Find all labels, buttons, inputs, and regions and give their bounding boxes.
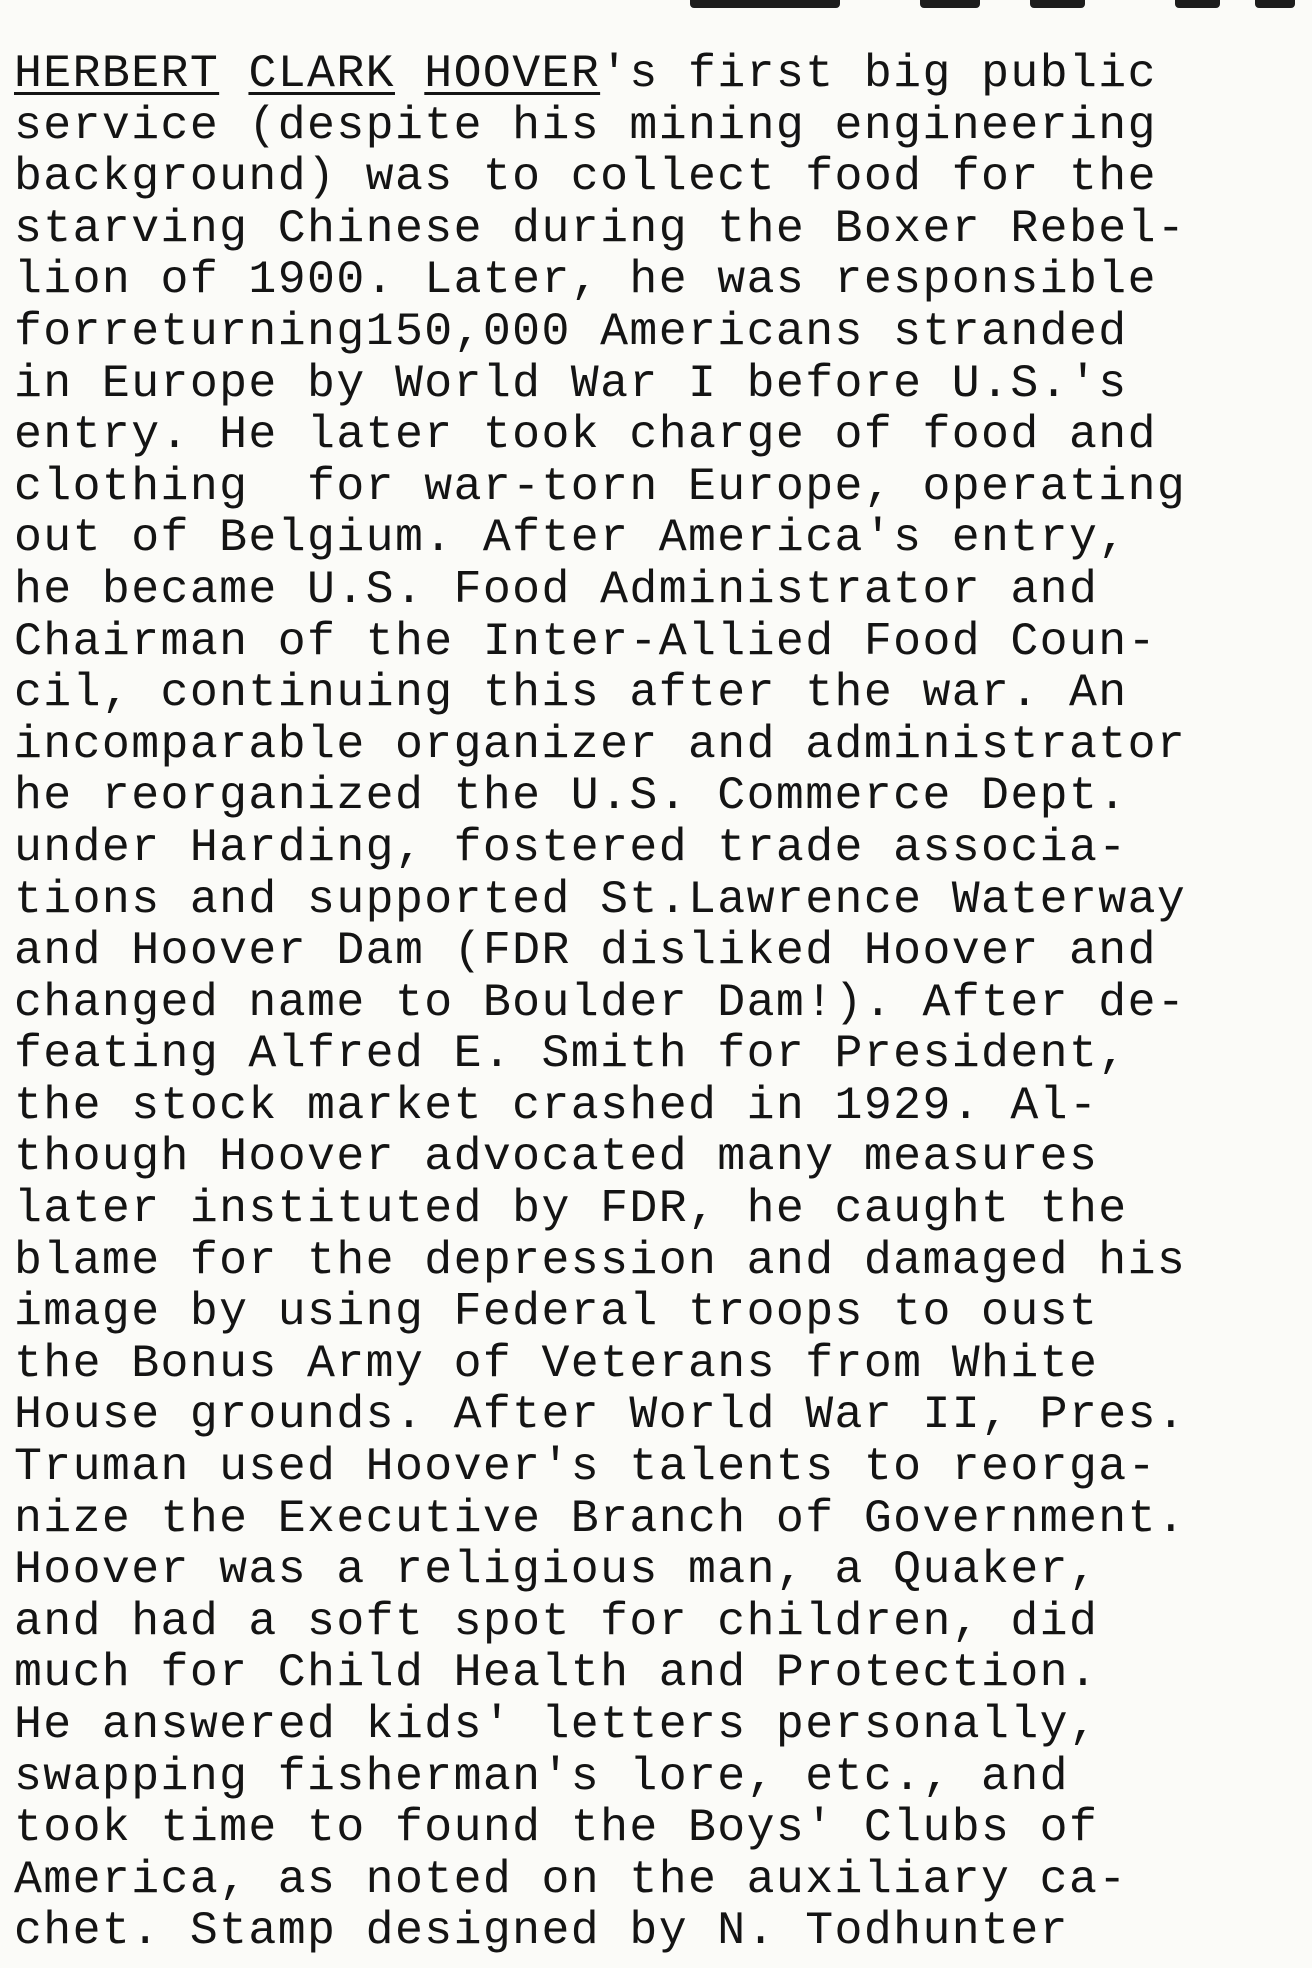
text-line: and had a soft spot for children, did	[14, 1594, 1099, 1648]
text-line: Chairman of the Inter-Allied Food Coun-	[14, 614, 1157, 668]
text-line-first	[14, 48, 1304, 100]
text-line: he became U.S. Food Administrator and	[14, 562, 1099, 616]
text-line: forreturning150,000 Americans stranded	[14, 304, 1128, 358]
name-first: HERBERT	[14, 47, 220, 100]
text-line: lion of 1900. Later, he was responsible	[14, 253, 1157, 307]
text-line: took time to found the Boys' Clubs of	[14, 1801, 1099, 1855]
text-line: later instituted by FDR, he caught the	[14, 1182, 1128, 1236]
text-line: incomparable organizer and administrator	[14, 717, 1187, 771]
text-line: clothing for war-torn Europe, operating	[14, 459, 1187, 513]
text-line: feating Alfred E. Smith for President,	[14, 1027, 1128, 1081]
text-line: House grounds. After World War II, Pres.	[14, 1388, 1187, 1442]
first-line-rest: 's first big public	[600, 47, 1157, 100]
text-line: chet. Stamp designed by N. Todhunter	[14, 1904, 1069, 1958]
text-line: the Bonus Army of Veterans from White	[14, 1336, 1099, 1390]
text-line: though Hoover advocated many measures	[14, 1130, 1099, 1184]
text-line: in Europe by World War I before U.S.'s	[14, 356, 1128, 410]
text-line: cil, continuing this after the war. An	[14, 666, 1128, 720]
text-line: he reorganized the U.S. Commerce Dept.	[14, 769, 1128, 823]
typed-biography-text	[14, 48, 1304, 1957]
text-line: swapping fisherman's lore, etc., and	[14, 1749, 1069, 1803]
text-line: out of Belgium. After America's entry,	[14, 511, 1128, 565]
text-line: entry. He later took charge of food and	[14, 408, 1157, 462]
name-middle: CLARK	[248, 47, 395, 100]
text-line: the stock market crashed in 1929. Al-	[14, 1078, 1099, 1132]
text-line: background) was to collect food for the	[14, 150, 1157, 204]
top-edge-marks	[0, 0, 1312, 14]
text-line: blame for the depression and damaged his	[14, 1233, 1187, 1287]
text-line: much for Child Health and Protection.	[14, 1646, 1099, 1700]
text-line: service (despite his mining engineering	[14, 98, 1157, 152]
text-line: image by using Federal troops to oust	[14, 1285, 1099, 1339]
text-line: Hoover was a religious man, a Quaker,	[14, 1543, 1099, 1597]
text-line: starving Chinese during the Boxer Rebel-	[14, 201, 1187, 255]
text-line: and Hoover Dam (FDR disliked Hoover and	[14, 924, 1157, 978]
text-line: changed name to Boulder Dam!). After de-	[14, 975, 1187, 1029]
name-last: HOOVER	[424, 47, 601, 100]
text-line: tions and supported St.Lawrence Waterway	[14, 872, 1187, 926]
text-line: nize the Executive Branch of Government.	[14, 1491, 1187, 1545]
text-line: under Harding, fostered trade associa-	[14, 820, 1128, 874]
text-line: America, as noted on the auxiliary ca-	[14, 1852, 1128, 1906]
text-line: He answered kids' letters personally,	[14, 1698, 1099, 1751]
text-line: Truman used Hoover's talents to reorga-	[14, 1440, 1157, 1494]
